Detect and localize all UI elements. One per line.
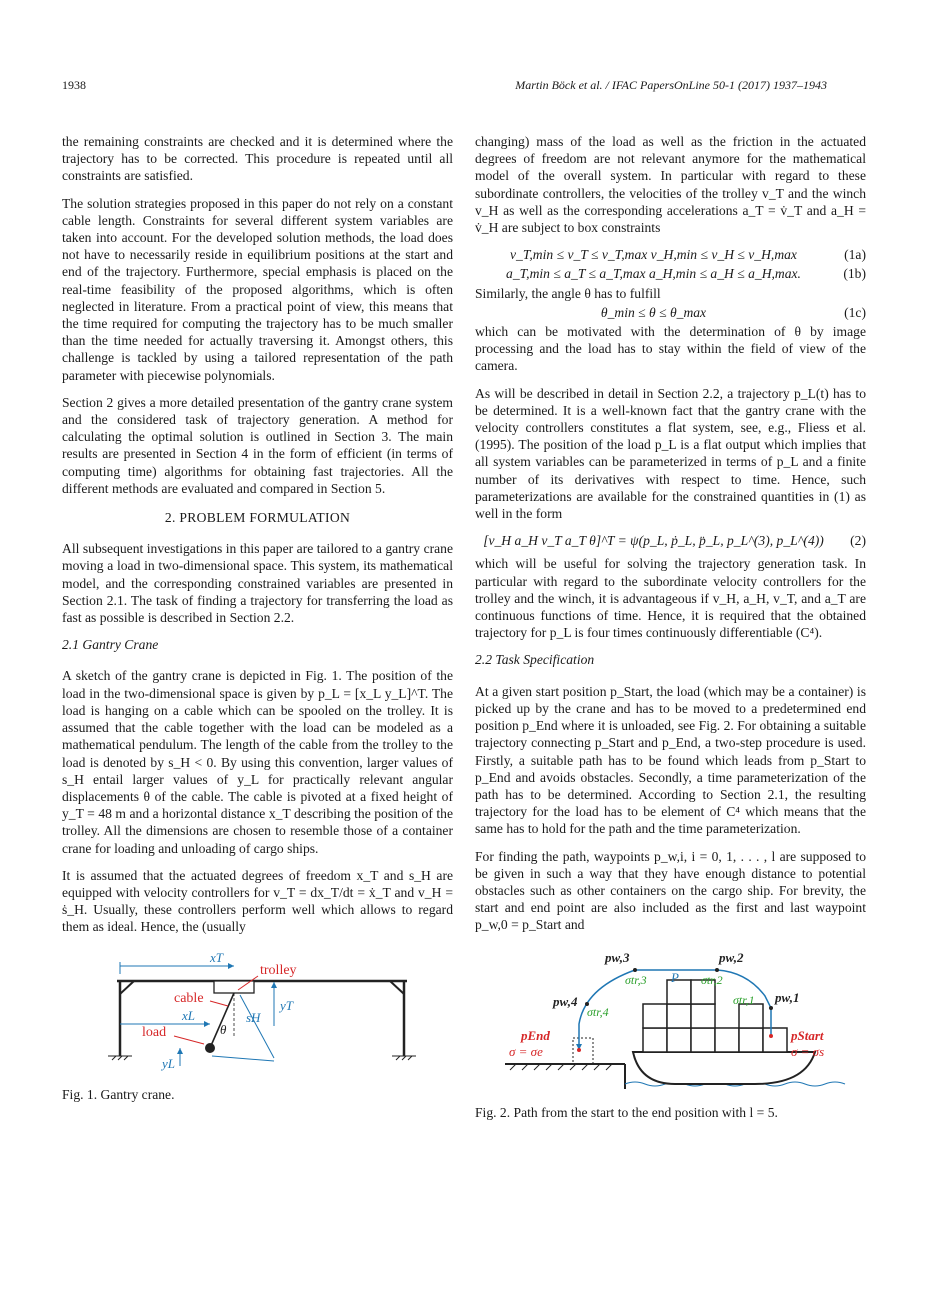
- paragraph: For finding the path, waypoints p_w,i, i = 0, 1, . . . , l are supposed to be given in such a way that they have enough distance to potential obstacles such as other containers on the cargo ship. For brevity, the start and end point are also included as the first and last waypoint p_w,0 = p_Start and: [475, 848, 866, 933]
- left-column: [62, 133, 453, 1103]
- label-load: load: [142, 1024, 167, 1040]
- paragraph: As will be described in detail in Section 2.2, a trajectory p_L(t) has to be determined. It is a well-known fact that the gantry crane with the velocity controllers constitutes a flat system, see, e.g., Fliess et al. (1995). The position of the load p_L is a flat output which implies that all system variables can be parameterized in terms of p_L and a finite number of its derivatives with respect to time. Hence, such parameterizations are available for the constrained quantities in (1) as well in the form: [475, 385, 866, 522]
- paragraph: The solution strategies proposed in this paper do not rely on a constant cable length. Constraints for several different system variables are taken into account. For the developed solution methods, the load does not have to necessarily reside in equilibrium positions at the start and end of the trajectory. Furthermore, special emphasis is placed on the real-time feasibility of the proposed algorithms, which is often neglected in literature. From a practical point of view, this means that the time required for computing the trajectory has to be much smaller than the time needed for actually traversing it. Amongst others, this challenge is tackled by using a tailored representation of the path parameter with piecewise polynomials.: [62, 195, 453, 383]
- equation-body: [v_H a_H v_T a_T θ]^T = ψ(p_L, ṗ_L, p̈_L, p_L^(3), p_L^(4)): [483, 533, 824, 549]
- equation-number: (1b): [843, 266, 866, 282]
- paragraph: Similarly, the angle θ has to fulfill: [475, 285, 661, 301]
- figure-1: [62, 946, 453, 1103]
- figure-caption: Fig. 2. Path from the start to the end position with l = 5.: [475, 1104, 778, 1120]
- right-column: [475, 133, 866, 1121]
- paragraph: Section 2 gives a more detailed presentation of the gantry crane system and the considered task of trajectory generation. A method for calculating the optimal solution is outlined in Section 3. The main results are presented in Section 4 in the form of efficient (in terms of computing time) algorithms for obtaining fast trajectories. All the different methods are evaluated and compared in Section 5.: [62, 394, 453, 496]
- label-yL: yL: [162, 1055, 175, 1071]
- gantry-crane-diagram: [62, 946, 453, 1076]
- label-sH: sH: [246, 1009, 261, 1025]
- path-diagram: [475, 944, 866, 1094]
- load-mass: [205, 1043, 215, 1053]
- label-str4: σtr,4: [587, 1004, 609, 1019]
- label-cable: cable: [174, 990, 204, 1006]
- label-pw4: pw,4: [553, 993, 578, 1009]
- equation-body: a_T,min ≤ a_T ≤ a_T,max a_H,min ≤ a_H ≤ a_H,max.: [506, 266, 801, 282]
- label-sigma-s: σ = σs: [791, 1043, 825, 1059]
- paragraph: It is assumed that the actuated degrees of freedom x_T and s_H are equipped with velocity controllers for v_T = dx_T/dt = ẋ_T and v_H = ṡ_H. Usually, these controllers perform well which allows to regard them as ideal. Hence, the (usually: [62, 867, 453, 935]
- page-number: 1938: [62, 78, 86, 92]
- cable: [210, 993, 234, 1048]
- label-str1: σtr,1: [733, 992, 755, 1007]
- label-xL: xL: [182, 1007, 195, 1023]
- equation-number: (1a): [844, 247, 866, 263]
- paragraph: which can be motivated with the determination of θ by image processing and the load has to stay within the field of view of the camera.: [475, 324, 866, 374]
- subsection-heading: 2.2 Task Specification: [475, 652, 595, 668]
- label-pw3: pw,3: [605, 949, 630, 965]
- label-pStart: pStart: [791, 1027, 824, 1043]
- equation-1c: [475, 304, 866, 321]
- equation-1b: [475, 265, 866, 282]
- running-title: Martin Böck et al. / IFAC PapersOnLine 50-1 (2017) 1937–1943: [515, 78, 827, 92]
- page-header: [62, 78, 863, 96]
- figure-caption: Fig. 1. Gantry crane.: [62, 1086, 175, 1102]
- label-theta: θ: [220, 1021, 227, 1037]
- label-pw1: pw,1: [775, 989, 800, 1005]
- label-P: P: [671, 969, 679, 985]
- paragraph: which will be useful for solving the trajectory generation task. In particular with regard to the subordinate velocity controllers for the trolley and the winch, it is advantageous if v_H, a_H, v_T, and a_T are continuous functions of time. Hence, it is required that the obtained trajectory for p_L is four times continuously differentiable (C⁴).: [475, 556, 866, 641]
- label-yT: yT: [280, 997, 293, 1013]
- figure-2: [475, 944, 866, 1121]
- label-pEnd: pEnd: [521, 1027, 550, 1043]
- equation-body: v_T,min ≤ v_T ≤ v_T,max v_H,min ≤ v_H ≤ v_H,max: [510, 247, 797, 263]
- paragraph: At a given start position p_Start, the load (which may be a container) is picked up by the crane and has to be moved to a predetermined end position p_End where it is unloaded, see Fig. 2. For obtaining a suitable trajectory connecting p_Start and p_End, a two-step procedure is used. Firstly, a suitable path has to be found which leads from p_Start to p_End and avoids obstacles. Secondly, a time parameterization of the path has to be determined. According to Section 2.1, the resulting trajectory for the load has to be element of C⁴ which means that the same has to hold for the path and the time parameterization.: [475, 683, 866, 837]
- label-sigma-e: σ = σe: [509, 1043, 543, 1059]
- label-trolley: trolley: [260, 962, 297, 978]
- paragraph: the remaining constraints are checked and it is determined where the trajectory has to be corrected. This procedure is repeated until all constraints are satisfied.: [62, 134, 453, 184]
- equation-2: [475, 532, 866, 549]
- paragraph: A sketch of the gantry crane is depicted in Fig. 1. The position of the load in the two-dimensional space is given by p_L = [x_L y_L]^T. The load is hanging on a cable which can be spooled on the trolley. It is assumed that the cable together with the load can be modeled as a mathematical pendulum. The length of the cable from the trolley to the load is denoted by s_H < 0. By using this convention, larger values of s_H entail larger values of y_L for practically relevant angular displacements θ of the cable. The cable is pivoted at a fixed height of y_T = 48 m and a horizontal distance x_T describing the position of the trolley. All the dimensions are chosen to resemble those of a container crane for loading and unloading of cargo ships.: [62, 668, 453, 856]
- subsection-heading: 2.1 Gantry Crane: [62, 637, 159, 653]
- section-heading: 2. PROBLEM FORMULATION: [164, 510, 351, 526]
- label-pw2: pw,2: [719, 949, 744, 965]
- containers: [643, 980, 787, 1052]
- label-str2: σtr,2: [701, 972, 723, 987]
- equation-body: θ_min ≤ θ ≤ θ_max: [600, 304, 707, 320]
- paragraph: All subsequent investigations in this paper are tailored to a gantry crane moving a load in two-dimensional space. This system, its mathematical model, and the corresponding constrained variables are presented in Section 2.1. The task of finding a trajectory for transferring the load as fast as possible is described in Section 2.2.: [62, 541, 453, 626]
- label-str3: σtr,3: [625, 972, 647, 987]
- label-xT: xT: [210, 949, 223, 965]
- equation-1a: [475, 246, 866, 263]
- paragraph: changing) mass of the load as well as the friction in the actuated degrees of freedom are not relevant anymore for the mathematical model of the overall system. In particular with regard to these subordinate controllers, the velocities of the trolley v_T and the winch v_H as well as the corresponding accelerations a_T = v̇_T and a_H = v̇_H are subject to box constraints: [475, 134, 866, 236]
- equation-number: (2): [850, 533, 866, 549]
- ship-hull: [633, 1052, 815, 1084]
- equation-number: (1c): [844, 304, 866, 320]
